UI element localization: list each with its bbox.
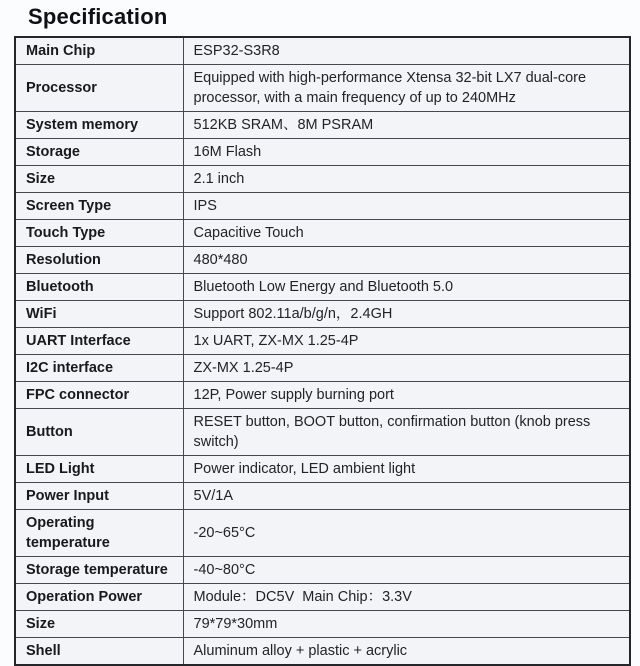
spec-label: UART Interface [15,328,183,355]
spec-value: 16M Flash [183,139,630,166]
spec-value: -40~80°C [183,557,630,584]
table-row [15,510,630,557]
spec-value: Equipped with high-performance Xtensa 32-bit LX7 dual-core processor, with a main frequency of up to 240MHz [183,65,630,112]
spec-value: RESET button, BOOT button, confirmation button (knob press switch) [183,409,630,456]
table-row [15,611,630,638]
spec-label: FPC connector [15,382,183,409]
spec-label: Touch Type [15,220,183,247]
table-row [15,247,630,274]
spec-label: I2C interface [15,355,183,382]
spec-value: 1x UART, ZX-MX 1.25-4P [183,328,630,355]
spec-label: Size [15,611,183,638]
spec-value: Power indicator, LED ambient light [183,456,630,483]
table-row [15,456,630,483]
table-row [15,355,630,382]
spec-table [14,36,631,666]
table-row [15,166,630,193]
spec-value: Aluminum alloy + plastic + acrylic [183,638,630,666]
spec-value: Module：DC5V Main Chip：3.3V [183,584,630,611]
table-row [15,112,630,139]
table-row [15,274,630,301]
table-row [15,409,630,456]
spec-label: Bluetooth [15,274,183,301]
spec-value: Bluetooth Low Energy and Bluetooth 5.0 [183,274,630,301]
spec-label: Main Chip [15,37,183,65]
spec-label: WiFi [15,301,183,328]
table-row [15,301,630,328]
spec-value: ZX-MX 1.25-4P [183,355,630,382]
spec-label: Processor [15,65,183,112]
spec-value: -20~65°C [183,510,630,557]
spec-value: 480*480 [183,247,630,274]
table-row [15,638,630,666]
table-row [15,483,630,510]
spec-value: 2.1 inch [183,166,630,193]
table-row [15,65,630,112]
spec-value: Support 802.11a/b/g/n，2.4GH [183,301,630,328]
spec-value: 12P, Power supply burning port [183,382,630,409]
table-row [15,328,630,355]
page-title: Specification [28,4,168,29]
spec-label: Operation Power [15,584,183,611]
spec-value: 5V/1A [183,483,630,510]
table-row [15,193,630,220]
table-row [15,139,630,166]
table-row [15,557,630,584]
spec-value: Capacitive Touch [183,220,630,247]
table-row [15,220,630,247]
spec-label: Size [15,166,183,193]
table-row [15,584,630,611]
spec-label: Storage [15,139,183,166]
spec-label: Resolution [15,247,183,274]
spec-label: Power Input [15,483,183,510]
spec-label: LED Light [15,456,183,483]
spec-label: Storage temperature [15,557,183,584]
spec-label: Shell [15,638,183,666]
table-row [15,37,630,65]
spec-label: Screen Type [15,193,183,220]
spec-value: 512KB SRAM、8M PSRAM [183,112,630,139]
spec-label: System memory [15,112,183,139]
spec-value: ESP32-S3R8 [183,37,630,65]
table-row [15,382,630,409]
spec-label: Operating temperature [15,510,183,557]
spec-label: Button [15,409,183,456]
spec-value: IPS [183,193,630,220]
spec-value: 79*79*30mm [183,611,630,638]
spec-table-body [15,37,630,665]
